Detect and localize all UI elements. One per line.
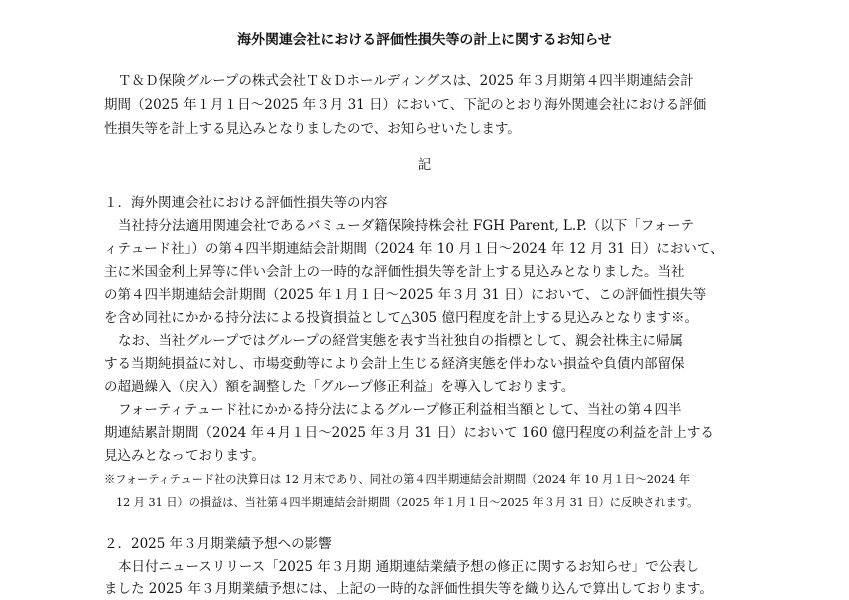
footnote-line-1: ※フォーティテュード社の決算日は 12 月末であり、同社の第４四半期連結会計期間（2024 年 10 月１日～2024 年: [104, 473, 691, 486]
section-1-line-11: 見込みとなっております。: [104, 448, 265, 464]
intro-line-1: Ｔ＆Ｄ保険グループの株式会社Ｔ＆Ｄホールディングスは、2025 年３月期第４四半期連結会計: [118, 73, 694, 89]
section-2-heading: ２．2025 年３月期業績予想への影響: [104, 536, 332, 552]
footnote-line-2: 12 月 31 日）の損益は、当社第４四半期連結会計期間（2025 年１月１日～2025 年３月 31 日）に反映されます。: [116, 496, 699, 509]
section-2-line-2: ました 2025 年３月期業績予想には、上記の一時的な評価性損失等を織り込んで算出しております。: [104, 581, 713, 597]
section-1-line-10: 期連結累計期間（2024 年４月１日～2025 年３月 31 日）において 160 億円程度の利益を計上する: [104, 425, 714, 441]
section-1-line-3: 主に米国金利上昇等に伴い会計上の一時的な評価性損失等を計上する見込みとなりました。当社: [104, 264, 685, 280]
section-1-line-6: なお、当社グループではグループの経営実態を表す当社独自の指標として、親会社株主に帰属: [118, 333, 683, 349]
intro-line-3: 性損失等を計上する見込みとなりましたので、お知らせいたします。: [104, 121, 521, 137]
section-1-line-4: の第４四半期連結会計期間（2025 年１月１日～2025 年３月 31 日）において、この評価性損失等: [104, 287, 707, 303]
section-1-line-1: 当社持分法適用関連会社であるバミューダ籍保険持株会社 FGH Parent, L.P.（以下「フォーテ: [118, 218, 695, 234]
intro-line-2: 期間（2025 年１月１日～2025 年３月 31 日）において、下記のとおり海外関連会社における評価: [104, 97, 707, 113]
ki-mark: 記: [417, 158, 432, 173]
section-1-line-9: フォーティテュード社にかかる持分法によるグループ修正利益相当額として、当社の第４四半: [118, 402, 682, 418]
document-title: 海外関連会社における評価性損失等の計上に関するお知らせ: [237, 32, 612, 48]
section-1-line-7: する当期純損益に対し、市場変動等により会計上生じる経済実態を伴わない損益や負債内部留保: [104, 356, 685, 372]
section-1-line-5: を含め同社にかかる持分法による投資損益として△305 億円程度を計上する見込みとなります※。: [104, 310, 698, 326]
section-1-heading: １．海外関連会社における評価性損失等の内容: [104, 195, 388, 211]
section-2-line-1: 本日付ニュースリリース「2025 年３月期 通期連結業績予想の修正に関するお知らせ」で公表し: [118, 559, 700, 575]
section-1-line-8: の超過繰入（戻入）額を調整した「グループ修正利益」を導入しております。: [104, 379, 575, 395]
section-1-line-2: ィテュード社」）の第４四半期連結会計期間（2024 年 10 月１日～2024 年 12 月 31 日）において、: [104, 241, 724, 257]
